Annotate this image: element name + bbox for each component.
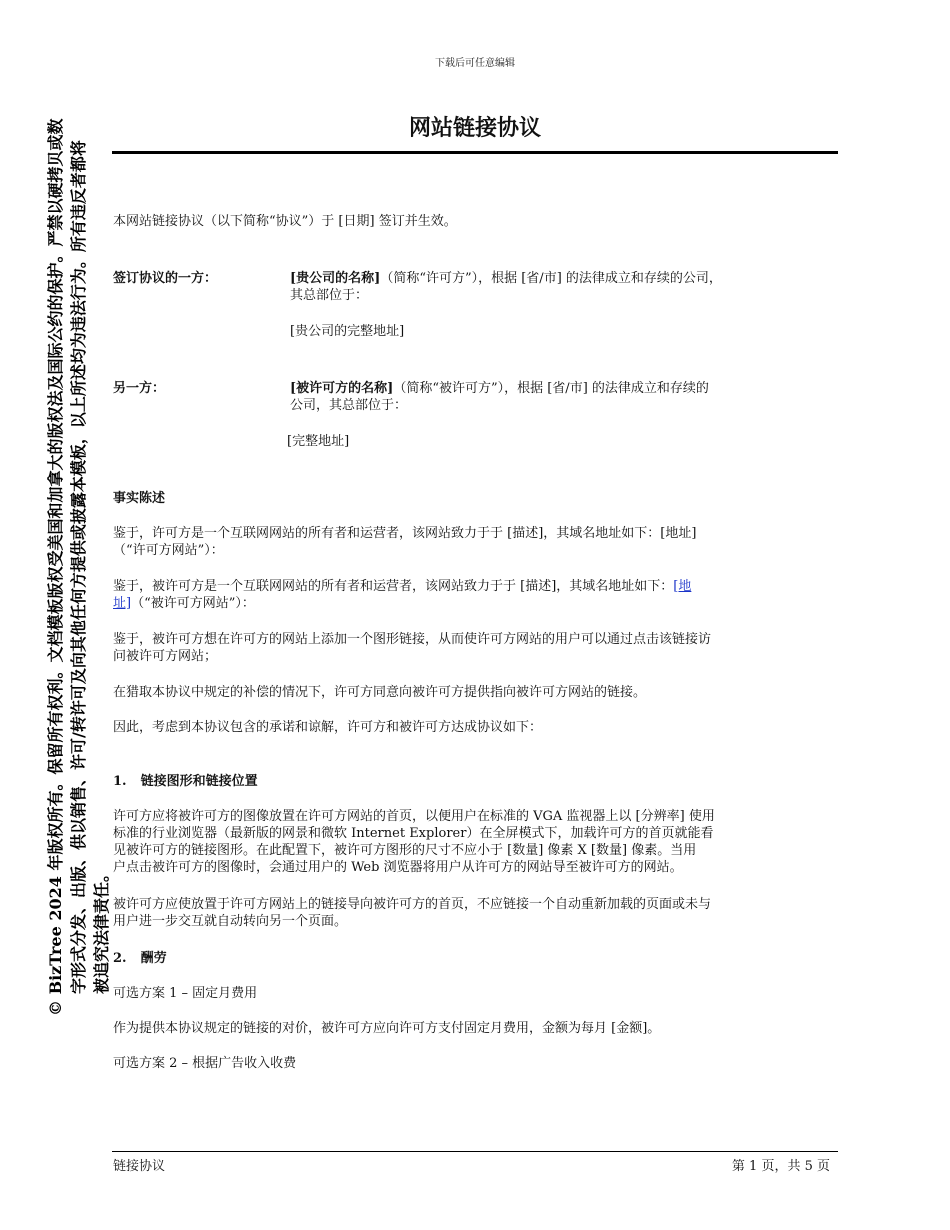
option1-text: 作为提供本协议规定的链接的对价，被许可方应向许可方支付固定月费用，金额为每月 [金额]。 [113,1021,661,1036]
party1-description [290,270,850,304]
recital-3 [113,631,840,665]
party2-name: [被许可方的名称] [290,381,394,396]
section1-p2-line: 用户进一步交互就自动转向另一个页面。 [113,914,348,929]
recital-1 [113,525,840,559]
copyright-notice [44,16,113,1016]
party2-address: [完整地址] [287,434,350,449]
section2-heading [113,950,167,967]
section2-title: 酬劳 [140,951,167,966]
party2-desc-line2: 公司，其总部位于： [290,398,408,413]
copyright-line-3: 被追究法律责任。 [92,865,111,994]
party1-address: [贵公司的完整地址] [290,324,405,339]
section2-number: 2. [113,951,127,966]
recital-4: 在猎取本协议中规定的补偿的情况下，许可方同意向被许可方提供指向被许可方网站的链接。 [113,685,647,700]
option2-heading: 可选方案 2 – 根据广告收入收费 [113,1056,297,1071]
address-link[interactable]: [地 [673,579,692,594]
copyright-line-2: 字形式分发、出版、供以销售、许可/转许可及向其他任何方提供或披露本模板，以上所述均为违法行为。所有违反者都将 [69,140,88,994]
section1-number: 1. [113,774,127,789]
section1-paragraph2 [113,896,840,930]
section1-heading [113,773,258,790]
document-title: 网站链接协议 [408,115,541,141]
intro-paragraph: 本网站链接协议（以下简称“协议”）于 [日期] 签订并生效。 [113,214,457,229]
section1-paragraph1 [113,808,840,876]
party1-label: 签订协议的一方： [113,271,218,286]
copyright-text: BizTree 2024 年版权所有。保留所有权利。文档模板版权受美国和加拿大的版权法及国际公约的保护。严禁以硬拷贝或数 [46,118,65,995]
copyright-line-1 [44,16,67,1016]
recital-1-line1: 鉴于，许可方是一个互联网网站的所有者和运营者，该网站致力于于 [描述]，其域名地址如下：[地址] [113,526,697,541]
header-note: 下载后可任意编辑 [435,58,515,69]
section1-p1-line: 见被许可方的链接图形。在此配置下，被许可方图形的尺寸不应小于 [数量] 像素 X [数量] 像素。当用 [113,843,697,858]
party2-desc-line1: （简称“被许可方”），根据 [省/市] 的法律成立和存续的 [393,381,709,396]
footer-rule [112,1151,838,1152]
section1-title: 链接图形和链接位置 [140,774,258,789]
section1-p1-line: 户点击被许可方的图像时，会通过用户的 Web 浏览器将用户从许可方的网站导至被许可方的网站。 [113,860,683,875]
party2-description [290,380,850,414]
recital-2 [113,578,840,612]
footer-title: 链接协议 [113,1159,166,1174]
party1-name: [贵公司的名称] [290,271,381,286]
copyright-symbol: © [46,1000,65,1016]
recital-2-line1: 鉴于，被许可方是一个互联网网站的所有者和运营者，该网站致力于于 [描述]，其域名地址如下： [113,579,674,594]
recital-5: 因此，考虑到本协议包含的承诺和谅解，许可方和被许可方达成协议如下： [113,720,543,735]
section1-p1-line: 许可方应将被许可方的图像放置在许可方网站的首页，以便用户在标准的 VGA 监视器上以 [分辨率] 使用 [113,809,715,824]
page-number: 第 1 页，共 5 页 [731,1159,830,1174]
recitals-heading: 事实陈述 [113,491,166,506]
address-link-continued[interactable]: 址] [113,596,132,611]
recital-3-line1: 鉴于，被许可方想在许可方的网站上添加一个图形链接，从而使许可方网站的用户可以通过点击该链接访 [113,632,712,647]
party1-desc-line1: （简称“许可方”），根据 [省/市] 的法律成立和存续的公司， [380,271,722,286]
recital-2-line2: （“被许可方网站”）： [131,596,255,611]
section1-p2-line: 被许可方应使放置于许可方网站上的链接导向被许可方的首页，不应链接一个自动重新加载的页面或未与 [113,897,712,912]
recital-3-line2: 问被许可方网站； [113,649,218,664]
section1-p1-line: 标准的行业浏览器（最新版的网景和微软 Internet Explorer）在全屏模式下，加载许可方的首页就能看 [113,826,714,841]
title-rule [112,151,838,154]
recital-1-line2: （“许可方网站”）： [113,543,224,558]
option1-heading: 可选方案 1 – 固定月费用 [113,986,258,1001]
party1-desc-line2: 其总部位于： [290,288,369,303]
party2-label: 另一方： [113,381,166,396]
